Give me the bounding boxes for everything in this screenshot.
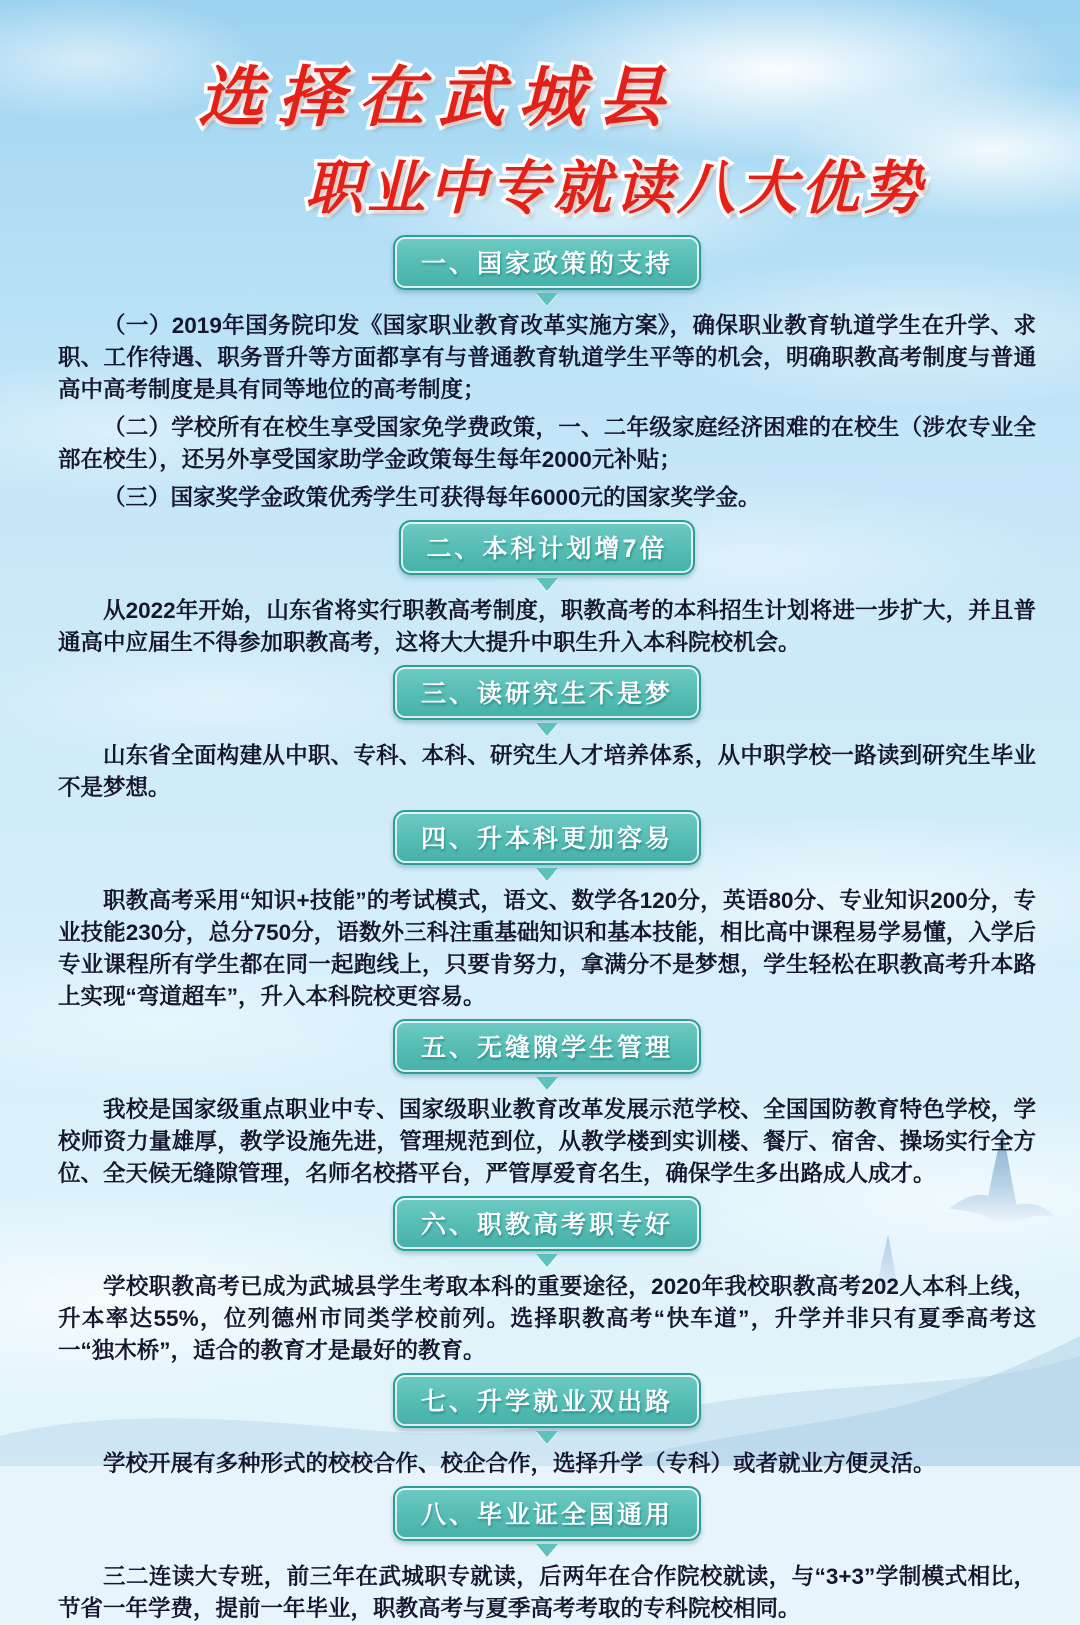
section-paragraph: 三二连读大专班，前三年在武城职专就读，后两年在合作院校就读，与“3+3”学制模式相比，节省一年学费，提前一年毕业，职教高考与夏季高考考取的专科院校相同。 <box>58 1564 1036 1621</box>
section-paragraph: 山东省全面构建从中职、专科、本科、研究生人才培养体系，从中职学校一路读到研究生毕业不是梦想。 <box>58 743 1036 800</box>
poster-content <box>0 225 1080 1625</box>
section-undergrad-plan <box>58 520 1036 659</box>
down-arrow-icon <box>536 723 558 736</box>
poster-title <box>0 0 1080 225</box>
section-heading-badge: 一、国家政策的支持 <box>393 235 701 290</box>
down-arrow-icon <box>536 578 558 591</box>
section-student-management <box>58 1019 1036 1190</box>
down-arrow-icon <box>536 293 558 306</box>
down-arrow-icon <box>536 1077 558 1090</box>
section-dual-path <box>58 1373 1036 1480</box>
section-paragraph: 我校是国家级重点职业中专、国家级职业教育改革发展示范学校、全国国防教育特色学校，学校师资力量雄厚，教学设施先进，管理规范到位，从教学楼到实训楼、餐厅、宿舍、操场实行全方位、全天候无缝隙管理，名师名校搭平台，严管厚爱育名生，确保学生多出路成人成才。 <box>58 1097 1036 1186</box>
section-paragraph: （一）2019年国务院印发《国家职业教育改革实施方案》，确保职业教育轨道学生在升学、求职、工作待遇、职务晋升等方面都享有与普通教育轨道学生平等的机会，明确职教高考制度与普通高中高考制度是具有同等地位的高考制度； <box>58 313 1036 402</box>
down-arrow-icon <box>536 1431 558 1444</box>
section-heading-badge: 二、本科计划增7倍 <box>399 520 696 575</box>
section-heading-badge: 八、毕业证全国通用 <box>393 1486 701 1541</box>
section-paragraph: （三）国家奖学金政策优秀学生可获得每年6000元的国家奖学金。 <box>103 485 761 510</box>
section-national-policy <box>58 235 1036 514</box>
section-easier-promotion <box>58 810 1036 1013</box>
section-diploma-national <box>58 1486 1036 1625</box>
poster-title-line2: 职业中专就读八大优势 <box>305 156 926 221</box>
section-heading-badge: 六、职教高考职专好 <box>393 1196 701 1251</box>
section-graduate-dream <box>58 665 1036 804</box>
section-paragraph: 从2022年开始，山东省将实行职教高考制度，职教高考的本科招生计划将进一步扩大，并且普通高中应届生不得参加职教高考，这将大大提升中职生升入本科院校机会。 <box>58 598 1036 655</box>
section-heading-badge: 三、读研究生不是梦 <box>393 665 701 720</box>
section-heading-badge: 四、升本科更加容易 <box>393 810 701 865</box>
section-paragraph: （二）学校所有在校生享受国家免学费政策，一、二年级家庭经济困难的在校生（涉农专业全部在校生），还另外享受国家助学金政策每生每年2000元补贴； <box>58 415 1036 472</box>
down-arrow-icon <box>536 1254 558 1267</box>
section-paragraph: 学校职教高考已成为武城县学生考取本科的重要途径，2020年我校职教高考202人本科上线，升本率达55%，位列德州市同类学校前列。选择职教高考“快车道”，升学并非只有夏季高考这一“独木桥”，适合的教育才是最好的教育。 <box>58 1274 1036 1363</box>
section-paragraph: 职教高考采用“知识+技能”的考试模式，语文、数学各120分，英语80分、专业知识200分，专业技能230分，总分750分，语数外三科注重基础知识和基本技能，相比高中课程易学易懂，入学后专业课程所有学生都在同一起跑线上，只要肯努力，拿满分不是梦想，学生轻松在职教高考升本路上实现“弯道超车”，升入本科院校更容易。 <box>58 888 1036 1009</box>
down-arrow-icon <box>536 1544 558 1557</box>
section-paragraph: 学校开展有多种形式的校校合作、校企合作，选择升学（专科）或者就业方便灵活。 <box>103 1451 936 1476</box>
section-vocational-exam <box>58 1196 1036 1367</box>
section-heading-badge: 七、升学就业双出路 <box>393 1373 701 1428</box>
poster-title-line1: 选择在武城县 <box>198 60 678 134</box>
section-heading-badge: 五、无缝隙学生管理 <box>393 1019 701 1074</box>
down-arrow-icon <box>536 868 558 881</box>
